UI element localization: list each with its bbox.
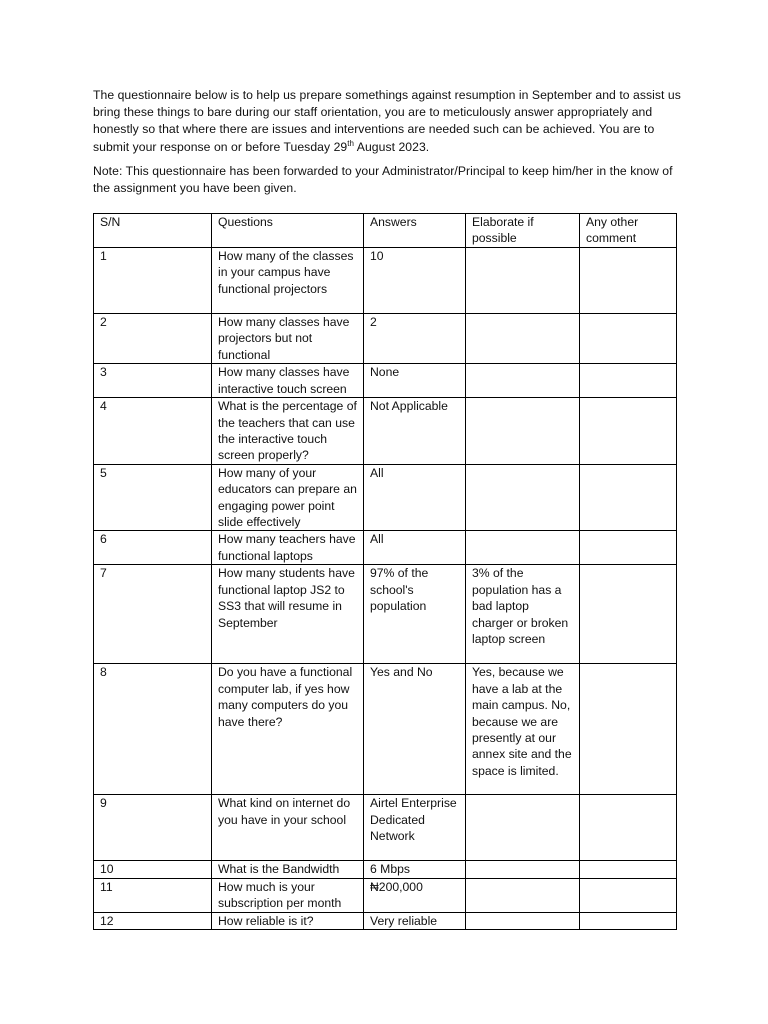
cell-sn: 12: [94, 912, 212, 929]
cell-sn: 9: [94, 795, 212, 861]
intro-paragraph: [93, 87, 683, 156]
table-row: [94, 531, 677, 565]
header-answers: Answers: [364, 214, 466, 248]
cell-sn: 10: [94, 861, 212, 878]
table-row: [94, 912, 677, 929]
note-paragraph: Note: This questionnaire has been forwarded to your Administrator/Principal to keep him/her in the know of the assignment you have been given.: [93, 163, 673, 196]
cell-comment: [580, 861, 677, 878]
cell-elaborate: [466, 248, 580, 314]
cell-question: How many students have functional laptop JS2 to SS3 that will resume in September: [212, 565, 364, 664]
cell-answer: 6 Mbps: [364, 861, 466, 878]
cell-question: How many teachers have functional laptops: [212, 531, 364, 565]
cell-sn: 2: [94, 314, 212, 364]
table-row: [94, 464, 677, 531]
cell-question: How many classes have interactive touch screen: [212, 364, 364, 398]
cell-comment: [580, 464, 677, 531]
cell-elaborate: [466, 364, 580, 398]
document-page: [93, 87, 683, 197]
cell-sn: 6: [94, 531, 212, 565]
table-row: [94, 565, 677, 664]
table-row: [94, 398, 677, 465]
cell-question: Do you have a functional computer lab, if yes how many computers do you have there?: [212, 664, 364, 795]
cell-answer: 2: [364, 314, 466, 364]
table-row: [94, 364, 677, 398]
table-row: [94, 248, 677, 314]
cell-sn: 8: [94, 664, 212, 795]
intro-text-end: August 2023.: [354, 139, 430, 154]
intro-superscript: th: [347, 138, 355, 148]
cell-question: How many of the classes in your campus have functional projectors: [212, 248, 364, 314]
intro-text: The questionnaire below is to help us prepare somethings against resumption in September and to assist us bring these things to bare during our staff orientation, you are to meticulously answer appropriately and honestly so that where there are issues and interventions are needed such can be achieved. You are to submit your response on or before Tuesday 29: [93, 88, 681, 154]
table-header-row: [94, 214, 677, 248]
cell-comment: [580, 878, 677, 912]
cell-comment: [580, 314, 677, 364]
cell-answer: ₦200,000: [364, 878, 466, 912]
header-other-comment: Any other comment: [580, 214, 677, 248]
cell-elaborate: 3% of the population has a bad laptop charger or broken laptop screen: [466, 565, 580, 664]
cell-elaborate: [466, 861, 580, 878]
cell-comment: [580, 248, 677, 314]
cell-sn: 7: [94, 565, 212, 664]
table-row: [94, 861, 677, 878]
cell-question: How many classes have projectors but not functional: [212, 314, 364, 364]
cell-answer: All: [364, 531, 466, 565]
cell-elaborate: [466, 531, 580, 565]
cell-comment: [580, 912, 677, 929]
cell-sn: 11: [94, 878, 212, 912]
cell-elaborate: [466, 878, 580, 912]
table-row: [94, 664, 677, 795]
cell-question: How reliable is it?: [212, 912, 364, 929]
cell-sn: 4: [94, 398, 212, 465]
cell-sn: 5: [94, 464, 212, 531]
cell-comment: [580, 664, 677, 795]
cell-elaborate: [466, 398, 580, 465]
cell-question: How much is your subscription per month: [212, 878, 364, 912]
cell-answer: 10: [364, 248, 466, 314]
cell-elaborate: [466, 314, 580, 364]
cell-elaborate: [466, 795, 580, 861]
cell-answer: Very reliable: [364, 912, 466, 929]
cell-answer: Yes and No: [364, 664, 466, 795]
cell-sn: 3: [94, 364, 212, 398]
cell-answer: None: [364, 364, 466, 398]
header-questions: Questions: [212, 214, 364, 248]
cell-sn: 1: [94, 248, 212, 314]
cell-question: What kind on internet do you have in your school: [212, 795, 364, 861]
table-row: [94, 795, 677, 861]
cell-answer: Not Applicable: [364, 398, 466, 465]
questionnaire-table: [93, 213, 677, 930]
table-row: [94, 878, 677, 912]
cell-comment: [580, 364, 677, 398]
cell-comment: [580, 795, 677, 861]
cell-question: What is the Bandwidth: [212, 861, 364, 878]
cell-comment: [580, 531, 677, 565]
cell-comment: [580, 565, 677, 664]
table-row: [94, 314, 677, 364]
cell-comment: [580, 398, 677, 465]
cell-elaborate: Yes, because we have a lab at the main campus. No, because we are presently at our annex site and the space is limited.: [466, 664, 580, 795]
cell-answer: Airtel Enterprise Dedicated Network: [364, 795, 466, 861]
cell-question: How many of your educators can prepare an engaging power point slide effectively: [212, 464, 364, 531]
cell-question: What is the percentage of the teachers that can use the interactive touch screen properly?: [212, 398, 364, 465]
cell-elaborate: [466, 912, 580, 929]
cell-answer: All: [364, 464, 466, 531]
cell-answer: 97% of the school's population: [364, 565, 466, 664]
header-sn: S/N: [94, 214, 212, 248]
cell-elaborate: [466, 464, 580, 531]
header-elaborate: Elaborate if possible: [466, 214, 580, 248]
